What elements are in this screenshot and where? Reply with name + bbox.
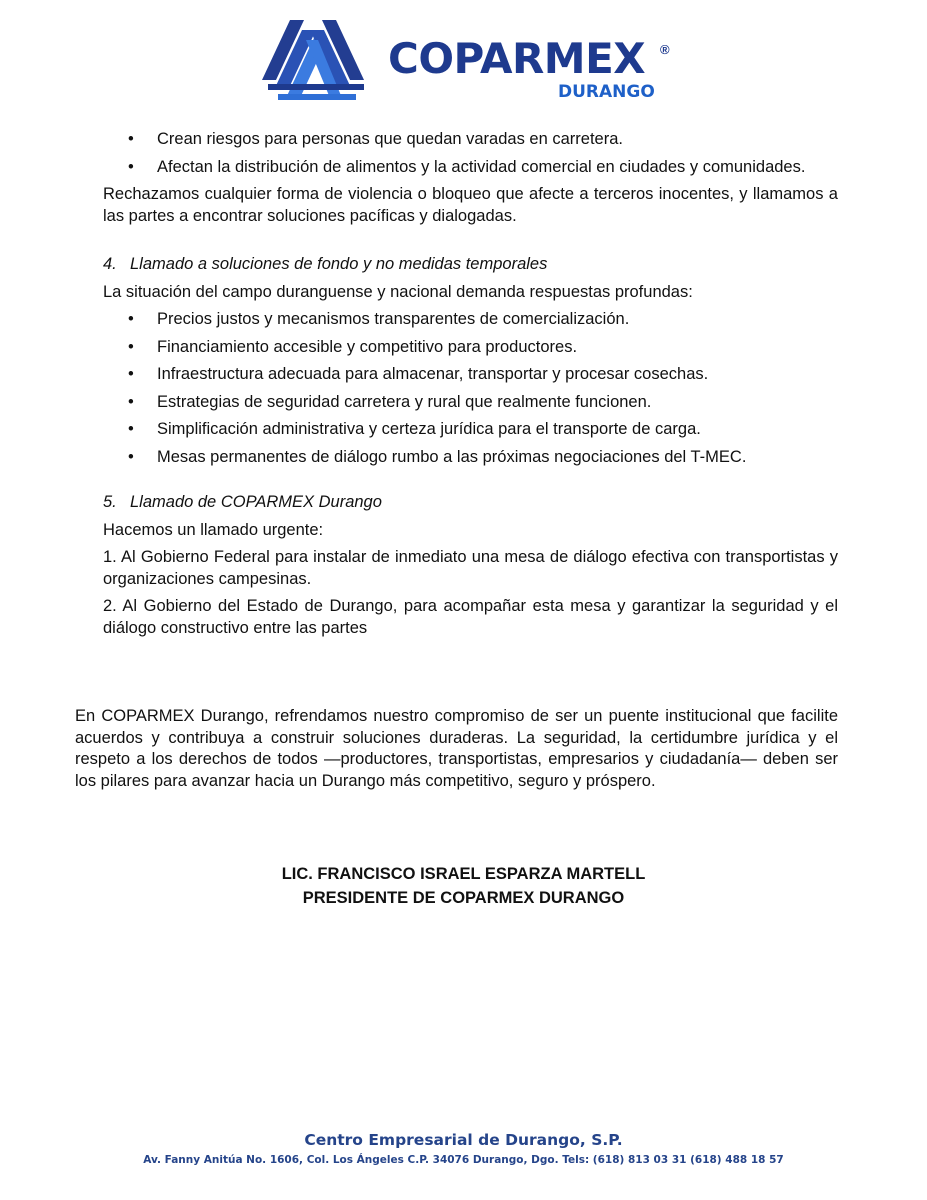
list-item: • Infraestructura adecuada para almacenar, transportar y procesar cosechas. — [103, 364, 838, 386]
section-5-heading — [103, 492, 838, 514]
coparmex-emblem-icon — [262, 18, 372, 102]
section-4-heading — [103, 254, 838, 276]
list-item: • Precios justos y mecanismos transparentes de comercialización. — [103, 309, 838, 331]
list-item: • Financiamiento accesible y competitivo para productores. — [103, 337, 838, 359]
signatory-name: LIC. FRANCISCO ISRAEL ESPARZA MARTELL — [281, 865, 646, 883]
coparmex-logo — [262, 18, 682, 102]
section-4-bullet-list — [103, 309, 838, 468]
section-5-item-2: 2. Al Gobierno del Estado de Durango, para acompañar esta mesa y garantizar la seguridad y el diálogo constructivo entre las partes — [103, 597, 838, 637]
registered-mark: ® — [660, 42, 670, 57]
section-4-number: 4. — [103, 255, 117, 273]
section-5-number: 5. — [103, 493, 117, 511]
document-body — [103, 129, 838, 639]
footer-company: Centro Empresarial de Durango, S.P. — [304, 1131, 623, 1149]
list-item: • Mesas permanentes de diálogo rumbo a las próximas negociaciones del T-MEC. — [103, 447, 838, 469]
footer — [0, 1131, 927, 1166]
list-item: • Crean riesgos para personas que quedan varadas en carretera. — [103, 129, 838, 151]
section-5-item-1: 1. Al Gobierno Federal para instalar de inmediato una mesa de diálogo efectiva con transportistas y organizaciones campesinas. — [103, 548, 838, 588]
logo-wordmark: COPARMEX — [388, 34, 646, 83]
section-5-intro: Hacemos un llamado urgente: — [103, 520, 324, 539]
signatory-title: PRESIDENTE DE COPARMEX DURANGO — [302, 889, 625, 907]
top-bullet-list — [103, 129, 838, 178]
logo-subtitle: DURANGO — [558, 82, 655, 102]
footer-address: Av. Fanny Anitúa No. 1606, Col. Los Ángeles C.P. 34076 Durango, Dgo. Tels: (618) 813 03 31 (618) 488 18 57 — [143, 1154, 784, 1166]
rejection-paragraph: Rechazamos cualquier forma de violencia o bloqueo que afecte a terceros inocentes, y llamamos a las partes a encontrar soluciones pacíficas y dialogadas. — [103, 185, 838, 225]
section-4-intro: La situación del campo duranguense y nacional demanda respuestas profundas: — [103, 282, 693, 301]
list-item: • Afectan la distribución de alimentos y la actividad comercial en ciudades y comunidades. — [103, 157, 838, 179]
list-item: • Estrategias de seguridad carretera y rural que realmente funcionen. — [103, 392, 838, 414]
section-5-title: Llamado de COPARMEX Durango — [130, 493, 382, 511]
section-4-title: Llamado a soluciones de fondo y no medidas temporales — [130, 255, 548, 273]
signature-block — [0, 862, 927, 910]
list-item: • Simplificación administrativa y certeza jurídica para el transporte de carga. — [103, 419, 838, 441]
closing-paragraph: En COPARMEX Durango, refrendamos nuestro compromiso de ser un puente institucional que facilite acuerdos y contribuya a construir soluciones duraderas. La seguridad, la certidumbre jurídica y el respeto a los derechos de todos —productores, transportistas, empresarios y ciudadanía— deben ser los pilares para avanzar hacia un Durango más competitivo, seguro y próspero. — [75, 707, 838, 790]
